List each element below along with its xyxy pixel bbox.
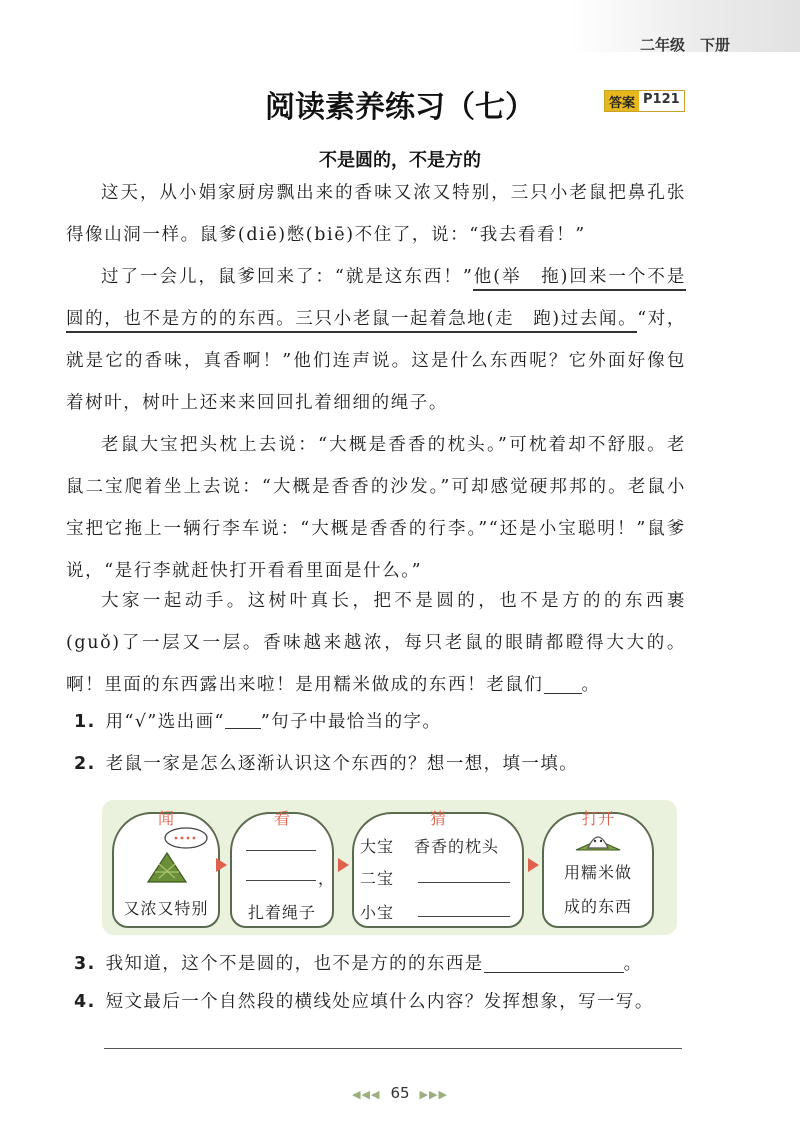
story-paragraph-1	[66, 172, 686, 256]
story-p4-end: 。	[581, 675, 601, 695]
story-blank[interactable]	[544, 675, 582, 694]
answer-badge-label: 答案	[605, 91, 639, 111]
answer-badge[interactable]	[604, 90, 685, 112]
underlined-sentence: 他(举 拖)回来一个不是圆的，也不是方的的东西。三只小老鼠一起着急地(走 跑)过去闻。	[66, 267, 686, 333]
open-text-1: 用糯米做	[563, 863, 632, 882]
tag-guess: 猜	[429, 809, 446, 828]
question-2-number: 2.	[74, 754, 96, 774]
card-open	[542, 809, 654, 928]
story-p2-text-b: “对，就是它的香味，真香啊！”他们连声说。这是什么东西呢？它外面好像包着树叶，树叶上还来来回回扎着细细的绳子。	[66, 309, 686, 413]
question-3-text-b: 。	[623, 954, 643, 974]
zongzi-icon	[144, 850, 190, 886]
question-2	[74, 750, 578, 775]
tag-open: 打开	[581, 809, 614, 828]
arrow-right-icon	[528, 858, 539, 872]
page-footer	[0, 1084, 800, 1102]
guess-r2-blank[interactable]	[418, 882, 510, 883]
question-3	[74, 950, 643, 975]
page-title: 阅读素养练习（七）	[265, 90, 535, 125]
speech-bubble-icon	[162, 826, 210, 850]
guess-r2-who: 二宝	[360, 869, 395, 888]
smell-text: 又浓又特别	[123, 899, 209, 918]
question-4-answer-line[interactable]	[104, 1048, 682, 1049]
left-arrows-icon: ◀◀◀	[352, 1088, 381, 1101]
question-2-text: 老鼠一家是怎么逐渐认识这个东西的？想一想，填一填。	[105, 754, 579, 774]
tag-look: 看	[273, 809, 290, 828]
guess-r1-what: 香香的枕头	[414, 837, 500, 856]
question-4	[74, 988, 654, 1013]
right-arrows-icon: ▶▶▶	[419, 1088, 448, 1101]
question-1	[74, 708, 441, 733]
question-1-text-a: 用“√”选出画“	[105, 712, 225, 732]
card-look	[230, 809, 336, 928]
arrow-right-icon	[216, 858, 227, 872]
story-paragraph-4	[66, 580, 686, 706]
reading-process-diagram	[102, 800, 677, 935]
question-4-text: 短文最后一个自然段的横线处应填什么内容？发挥想象，写一写。	[105, 992, 654, 1012]
story-title: 不是圆的，不是方的	[319, 150, 481, 171]
card-guess	[352, 809, 524, 928]
guess-r3-blank[interactable]	[418, 916, 510, 917]
question-1-number: 1.	[74, 712, 96, 732]
guess-r1-who: 大宝	[360, 837, 395, 856]
open-text-2: 成的东西	[563, 897, 632, 916]
tag-smell: 闻	[157, 809, 174, 828]
story-paragraph-2	[66, 256, 686, 424]
look-text: 扎着绳子	[247, 903, 316, 922]
story-p4-text: 大家一起动手。这树叶真长，把不是圆的，也不是方的的东西裹(guǒ)了一层又一层。香味越来越浓，每只老鼠的眼睛都瞪得大大的。啊！里面的东西露出来啦！是用糯米做成的东西！老鼠们	[66, 591, 686, 695]
story-p2-text-a: 过了一会儿，鼠爹回来了：“就是这东西！”	[101, 267, 474, 287]
story-paragraph-3	[66, 424, 686, 592]
guess-r3-who: 小宝	[360, 903, 395, 922]
rice-ball-icon	[574, 826, 622, 854]
question-1-underline-mark	[225, 712, 261, 729]
question-4-number: 4.	[74, 992, 96, 1012]
story-p1-text: 这天，从小娟家厨房飘出来的香味又浓又特别，三只小老鼠把鼻孔张得像山洞一样。鼠爹(diē)憋(biē)不住了，说：“我去看看！”	[66, 183, 686, 245]
card-smell	[112, 809, 220, 928]
look-comma: ，	[318, 869, 336, 888]
look-blank-1[interactable]	[246, 850, 316, 851]
grade-label: 二年级 下册	[639, 36, 730, 54]
story-p3-text: 老鼠大宝把头枕上去说：“大概是香香的枕头。”可枕着却不舒服。老鼠二宝爬着坐上去说：“大概是香香的沙发。”可却感觉硬邦邦的。老鼠小宝把它拖上一辆行李车说：“大概是香香的行李。”“还是小宝聪明！”鼠爹说，“是行李就赶快打开看看里面是什么。”	[66, 435, 686, 581]
question-3-blank[interactable]	[484, 954, 624, 973]
answer-badge-page: P121	[639, 91, 684, 111]
question-3-text-a: 我知道，这个不是圆的，也不是方的的东西是	[105, 954, 484, 974]
question-3-number: 3.	[74, 954, 96, 974]
page-number: 65	[390, 1084, 410, 1102]
arrow-right-icon	[338, 858, 349, 872]
look-blank-2[interactable]	[246, 880, 316, 881]
question-1-text-b: ”句子中最恰当的字。	[260, 712, 442, 732]
